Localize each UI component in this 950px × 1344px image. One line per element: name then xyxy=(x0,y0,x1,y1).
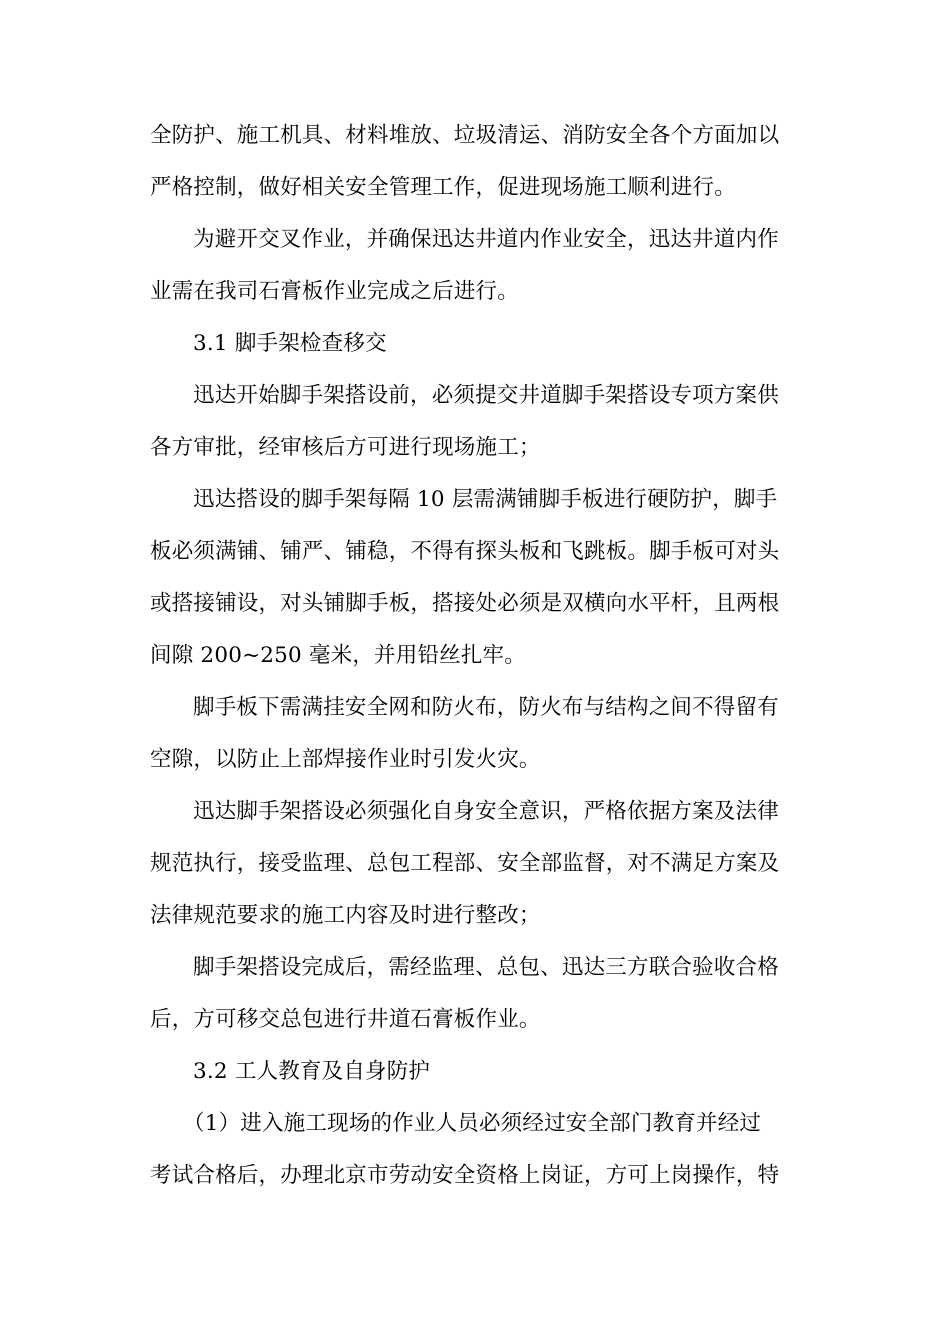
body-text-line: 间隙 200~250 毫米，并用铅丝扎牢。 xyxy=(150,643,526,668)
paragraph-first-line: 为避开交叉作业，并确保迅达井道内作业安全，迅达井道内作 xyxy=(193,227,779,252)
body-text-line: 后，方可移交总包进行井道石膏板作业。 xyxy=(150,1007,541,1032)
body-text-line: 考试合格后，办理北京市劳动安全资格上岗证，方可上岗操作，特 xyxy=(150,1163,780,1188)
body-text-line: 规范执行，接受监理、总包工程部、安全部监督，对不满足方案及 xyxy=(150,851,780,876)
body-text-line: 法律规范要求的施工内容及时进行整改； xyxy=(150,903,541,928)
section-heading-3-1: 3.1 脚手架检查移交 xyxy=(193,331,387,356)
body-text-line: 全防护、施工机具、材料堆放、垃圾清运、消防安全各个方面加以 xyxy=(150,123,780,148)
body-text-line: 严格控制，做好相关安全管理工作，促进现场施工顺利进行。 xyxy=(150,175,736,200)
paragraph-first-line: 迅达脚手架搭设必须强化自身安全意识，严格依据方案及法律 xyxy=(193,799,779,824)
section-heading-3-2: 3.2 工人教育及自身防护 xyxy=(193,1059,431,1084)
body-text-line: 业需在我司石膏板作业完成之后进行。 xyxy=(150,279,519,304)
body-text-line: 板必须满铺、铺严、铺稳，不得有探头板和飞跳板。脚手板可对头 xyxy=(150,539,780,564)
paragraph-first-line: 脚手板下需满挂安全网和防火布，防火布与结构之间不得留有 xyxy=(193,695,779,720)
paragraph-first-line: 迅达开始脚手架搭设前，必须提交井道脚手架搭设专项方案供 xyxy=(193,383,779,408)
paragraph-first-line: 脚手架搭设完成后，需经监理、总包、迅达三方联合验收合格 xyxy=(193,955,779,980)
body-text-line: 或搭接铺设，对头铺脚手板，搭接处必须是双横向水平杆，且两根 xyxy=(150,591,780,616)
paragraph-first-line: 迅达搭设的脚手架每隔 10 层需满铺脚手板进行硬防护，脚手 xyxy=(193,487,778,512)
body-text-line: 各方审批，经审核后方可进行现场施工； xyxy=(150,435,541,460)
body-text-line: 空隙，以防止上部焊接作业时引发火灾。 xyxy=(150,747,541,772)
paragraph-first-line: （1）进入施工现场的作业人员必须经过安全部门教育并经过 xyxy=(183,1111,762,1136)
